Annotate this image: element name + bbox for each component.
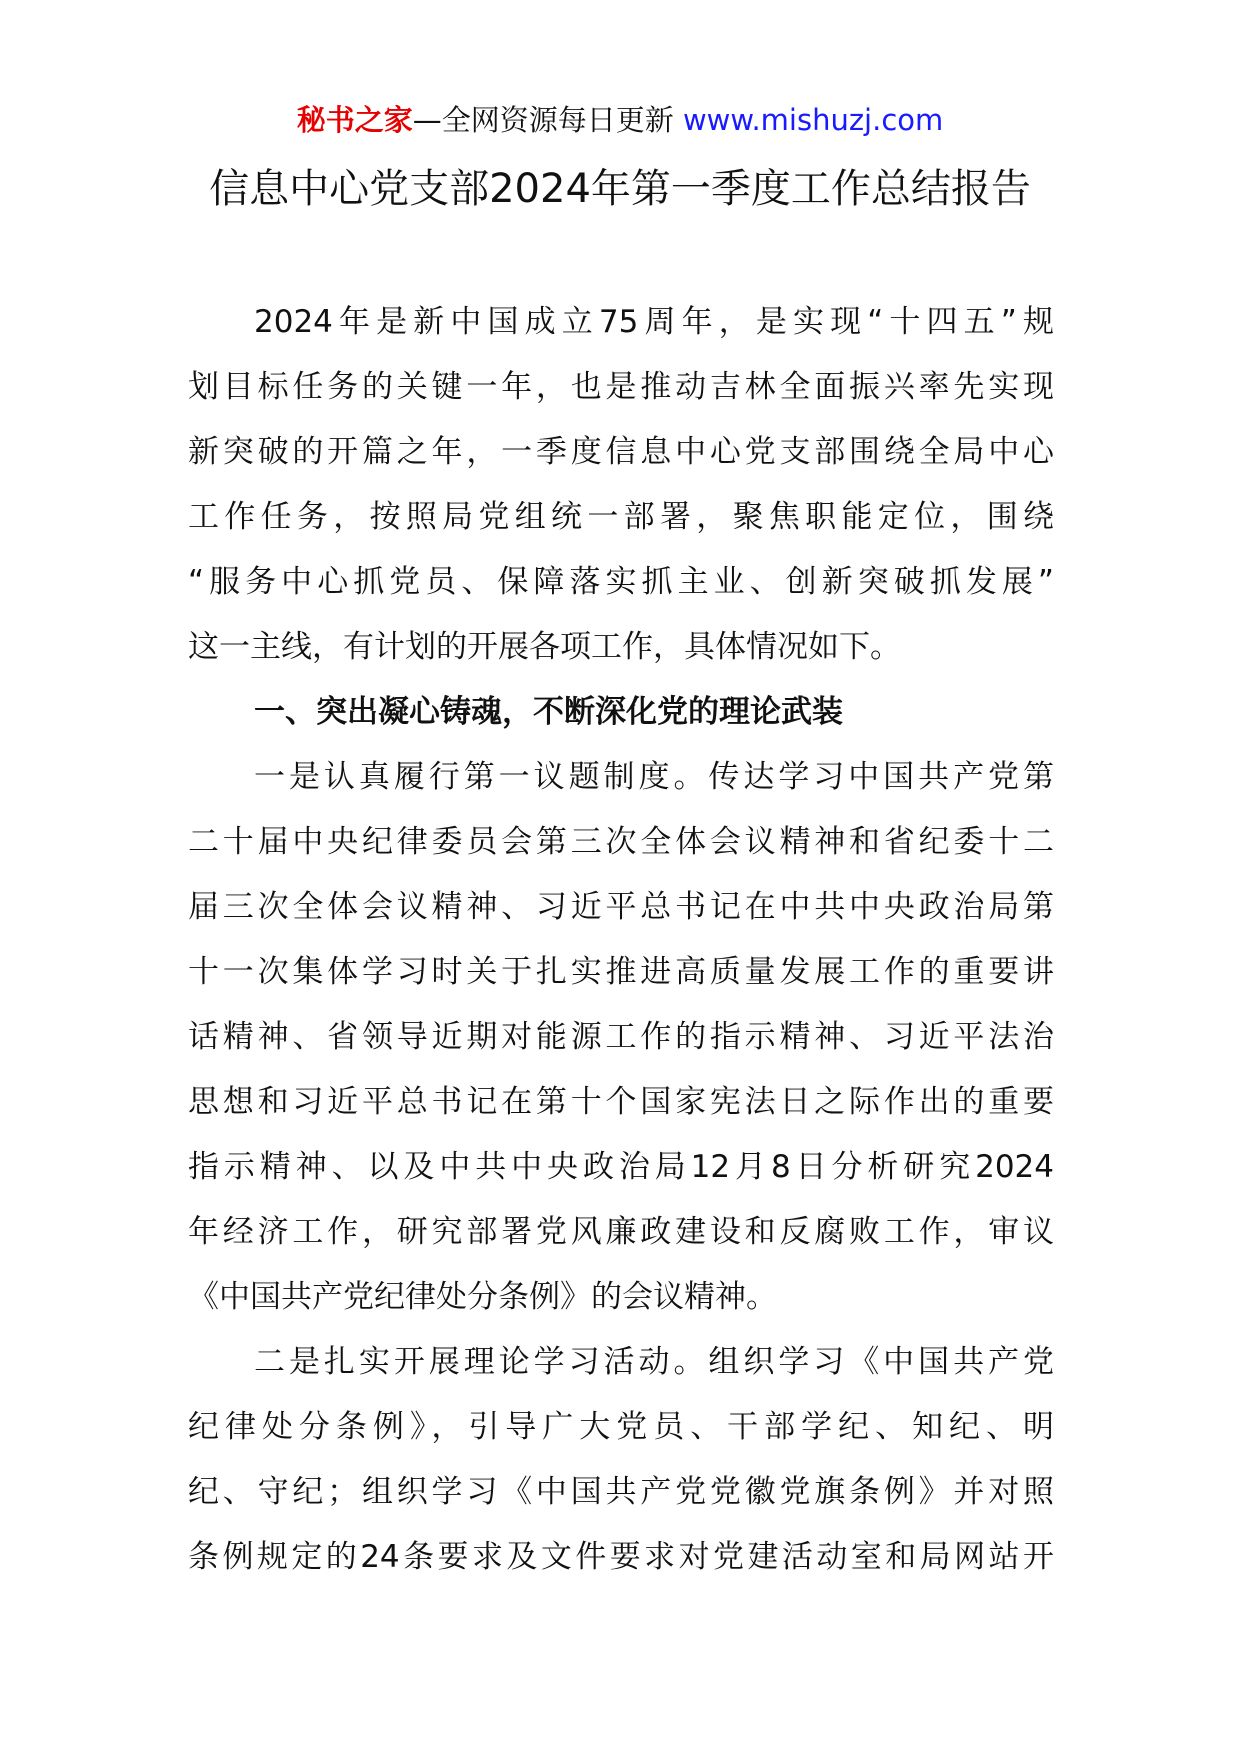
- body-line: 2024年是新中国成立75周年，是实现“十四五”规: [254, 304, 1054, 340]
- body-line: 工作任务，按照局党组统一部署，聚焦职能定位，围绕: [188, 499, 1054, 535]
- body-line: “服务中心抓党员、保障落实抓主业、创新突破抓发展”: [188, 564, 1054, 600]
- body-line: 纪、守纪；组织学习《中国共产党党徽党旗条例》并对照: [188, 1474, 1054, 1510]
- document-body: [188, 290, 1054, 1590]
- body-line: 纪律处分条例》，引导广大党员、干部学纪、知纪、明: [188, 1409, 1054, 1445]
- body-line: 思想和习近平总书记在第十个国家宪法日之际作出的重要: [188, 1084, 1054, 1120]
- body-line: 划目标任务的关键一年，也是推动吉林全面振兴率先实现: [188, 369, 1054, 405]
- body-line: 话精神、省领导近期对能源工作的指示精神、习近平法治: [188, 1019, 1054, 1055]
- body-line: 二是扎实开展理论学习活动。组织学习《中国共产党: [254, 1344, 1054, 1380]
- body-line: 指示精神、以及中共中央政治局12月8日分析研究2024: [188, 1149, 1054, 1185]
- body-line: 年经济工作，研究部署党风廉政建设和反腐败工作，审议: [188, 1214, 1054, 1250]
- body-line: 一是认真履行第一议题制度。传达学习中国共产党第: [254, 759, 1054, 795]
- header-tagline: —全网资源每日更新: [412, 103, 683, 137]
- document-title: 信息中心党支部2024年第一季度工作总结报告: [209, 166, 1031, 212]
- body-line: 这一主线，有计划的开展各项工作，具体情况如下。: [188, 629, 901, 665]
- body-line: 《中国共产党纪律处分条例》的会议精神。: [188, 1279, 777, 1315]
- site-header: [0, 100, 1240, 140]
- site-link[interactable]: www.mishuzj.com: [682, 103, 944, 137]
- brand-name: 秘书之家: [296, 103, 413, 137]
- body-line: 二十届中央纪律委员会第三次全体会议精神和省纪委十二: [188, 824, 1054, 860]
- body-line: 新突破的开篇之年，一季度信息中心党支部围绕全局中心: [188, 434, 1054, 470]
- body-line: 届三次全体会议精神、习近平总书记在中共中央政治局第: [188, 889, 1054, 925]
- body-line: 十一次集体学习时关于扎实推进高质量发展工作的重要讲: [188, 954, 1054, 990]
- body-line: 条例规定的24条要求及文件要求对党建活动室和局网站开: [188, 1539, 1054, 1575]
- section-heading: 一、突出凝心铸魂，不断深化党的理论武装: [254, 694, 843, 730]
